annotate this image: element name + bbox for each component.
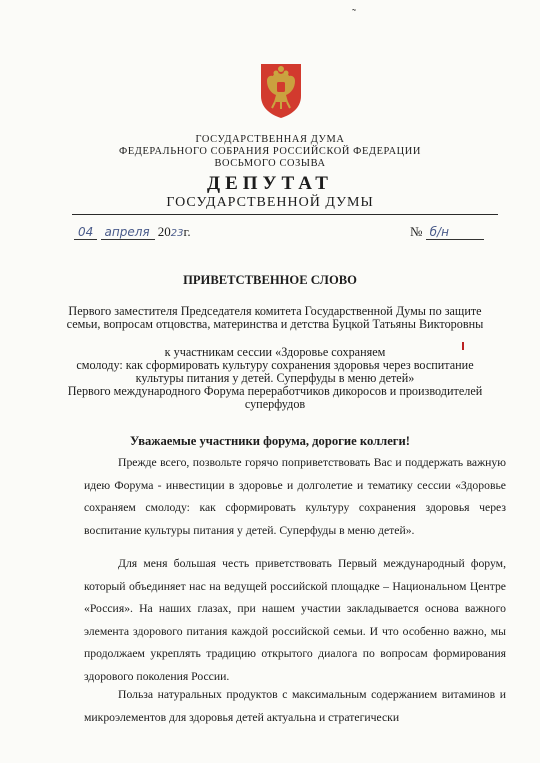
header-rule — [72, 214, 498, 215]
author-line-1: Первого заместителя Председателя комитета Государственной Думы по защите — [68, 304, 482, 318]
paragraph-3: Польза натуральных продуктов с максимальным содержанием витаминов и микроэлементов для здоровья детей актуальна и стратегически — [84, 688, 506, 724]
number-label: № — [410, 224, 423, 239]
org-line-1: ГОСУДАРСТВЕННАЯ ДУМА — [195, 134, 345, 145]
greeting: Уважаемые участники форума, дорогие коллеги! — [130, 434, 410, 448]
date-month: апреля — [101, 225, 155, 240]
address-line-2: смолоду: как сформировать культуру сохранения здоровья через воспитание — [76, 358, 474, 372]
paragraph-2: Для меня большая честь приветствовать Первый международный форум, который объединяет нас на ведущей российской площадке – Национальном Центре «Россия». На наших глазах, при нашем участии закладывается основа важного элемента здорового питания каждой российской семьи. И что особенно важно, мы продолжаем укреплять традицию открытого диалога по вопросам формирования здорового поколения России. — [84, 557, 506, 683]
address-line-4: Первого международного Форума переработчиков дикоросов и производителей — [67, 384, 483, 398]
org-line-3: ВОСЬМОГО СОЗЫВА — [214, 158, 326, 169]
paragraph-1: Прежде всего, позвольте горячо поприветствовать Вас и поддержать важную идею Форума - инвестиции в здоровье и долголетие и тематику сессии «Здоровье сохраняем смолоду: как сформировать культуру сохранения здоровья через воспитание культуры питания у детей. Суперфуды в меню детей». — [84, 456, 506, 537]
date-field — [74, 224, 191, 240]
number-field — [410, 224, 484, 240]
address-line-1: к участникам сессии «Здоровье сохраняем — [164, 345, 386, 359]
author-line-2: семьи, вопросам отцовства, материнства и детства Буцкой Татьяны Викторовны — [66, 317, 484, 331]
org-line-2: ФЕДЕРАЛЬНОГО СОБРАНИЯ РОССИЙСКОЙ ФЕДЕРАЦИИ — [119, 146, 421, 157]
address-line-3: культуры питания у детей. Суперфуды в меню детей» — [135, 371, 415, 385]
document-heading: ПРИВЕТСТВЕННОЕ СЛОВО — [183, 273, 357, 287]
deputy-subtitle: ГОСУДАРСТВЕННОЙ ДУМЫ — [166, 195, 374, 210]
deputy-title: ДЕПУТАТ — [207, 173, 333, 194]
date-year-prefix: 20 — [157, 224, 171, 239]
date-year-suffix: 23 — [170, 228, 184, 239]
scan-artifact-mark: ˜ — [352, 6, 356, 20]
date-year-tail: г. — [183, 224, 191, 239]
number-value: б/н — [426, 225, 484, 240]
coat-of-arms-emblem — [258, 62, 304, 120]
date-day: 04 — [74, 225, 97, 240]
address-line-5: суперфудов — [244, 397, 306, 411]
